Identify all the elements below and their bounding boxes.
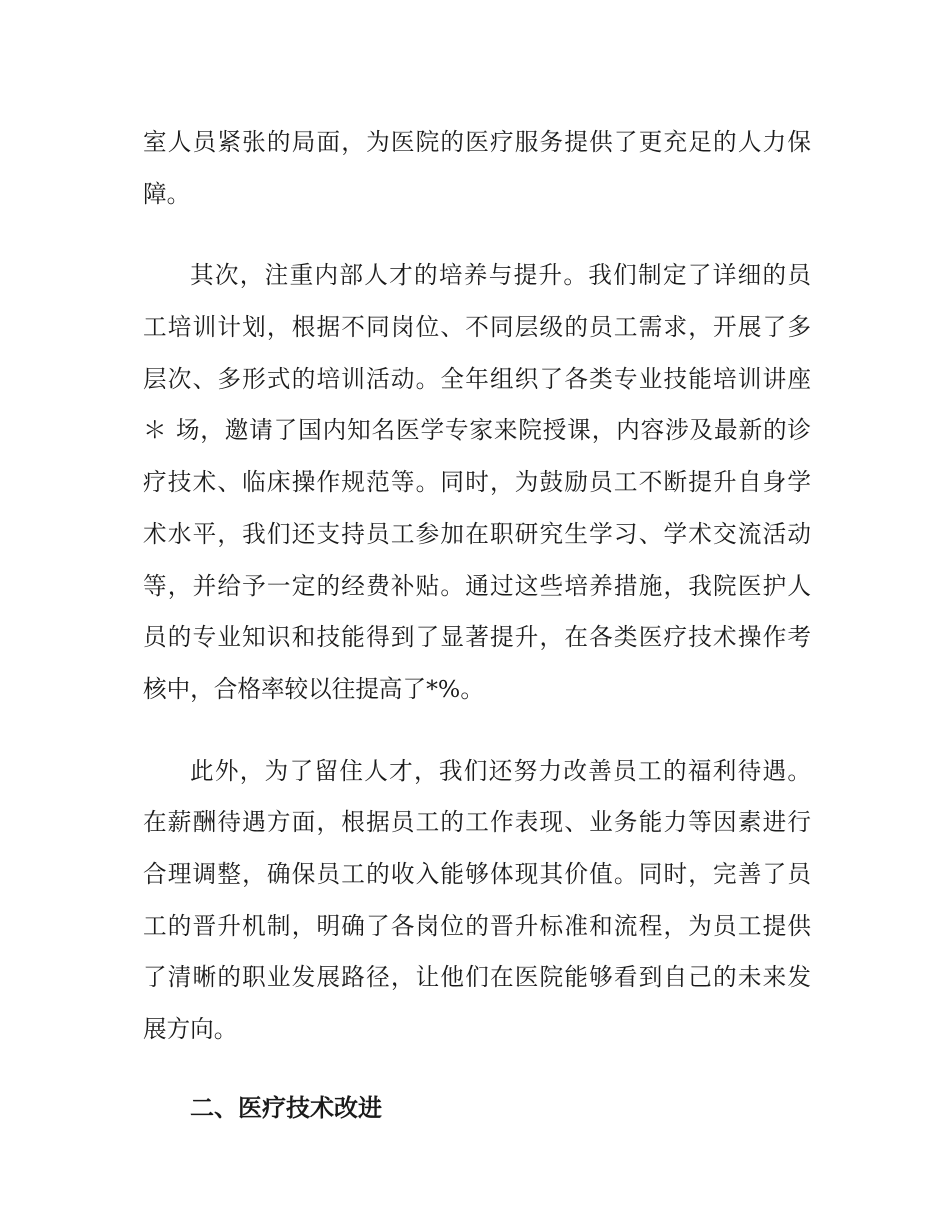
section-heading: 二、医疗技术改进 <box>190 1093 382 1122</box>
paragraph-line: 在薪酬待遇方面，根据员工的工作表现、业务能力等因素进行 <box>143 808 811 837</box>
paragraph-line: 层次、多形式的培训活动。全年组织了各类专业技能培训讲座 <box>143 364 811 393</box>
paragraph-line: 疗技术、临床操作规范等。同时，为鼓励员工不断提升自身学 <box>143 468 811 497</box>
paragraph-gap <box>143 220 811 250</box>
paragraph-gap <box>143 1056 811 1082</box>
paragraph-2 <box>143 250 811 715</box>
paragraph-line: 其次，注重内部人才的培养与提升。我们制定了详细的员 <box>190 261 811 290</box>
paragraph-line: ＊ 场，邀请了国内知名医学专家来院授课，内容涉及最新的诊 <box>143 416 811 445</box>
paragraph-line: 核中，合格率较以往提高了*%。 <box>143 674 484 703</box>
paragraph-line: 合理调整，确保员工的收入能够体现其价值。同时，完善了员 <box>143 859 811 888</box>
paragraph-3 <box>143 746 811 1056</box>
paragraph-line: 了清晰的职业发展路径，让他们在医院能够看到自己的未来发 <box>143 963 811 992</box>
paragraph-line: 员的专业知识和技能得到了显著提升，在各类医疗技术操作考 <box>143 623 811 652</box>
paragraph-line: 术水平，我们还支持员工参加在职研究生学习、学术交流活动 <box>143 519 811 548</box>
paragraph-line: 展方向。 <box>143 1015 238 1043</box>
paragraph-line: 工的晋升机制，明确了各岗位的晋升标准和流程，为员工提供 <box>143 911 811 940</box>
paragraph-line: 工培训计划，根据不同岗位、不同层级的员工需求，开展了多 <box>143 313 811 342</box>
paragraph-line: 此外，为了留住人才，我们还努力改善员工的福利待遇。 <box>190 756 811 785</box>
paragraph-line: 等，并给予一定的经费补贴。通过这些培养措施，我院医护人 <box>143 571 811 600</box>
document-page <box>143 117 811 1134</box>
paragraph-line: 室人员紧张的局面，为医院的医疗服务提供了更充足的人力保 <box>143 128 811 156</box>
paragraph-1 <box>143 117 811 220</box>
paragraph-gap <box>143 716 811 746</box>
paragraph-line: 障。 <box>143 179 191 208</box>
